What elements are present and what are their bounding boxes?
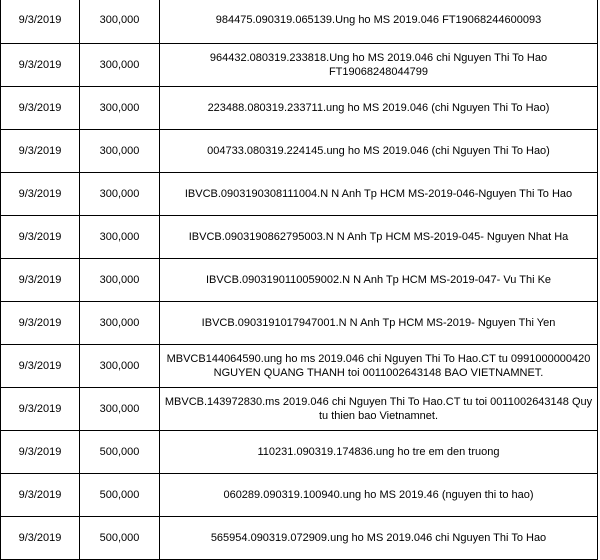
date-cell: 9/3/2019 <box>1 431 80 474</box>
table-row <box>1 130 598 173</box>
date-cell: 9/3/2019 <box>1 474 80 517</box>
description-cell: IBVCB.0903190110059002.N N Anh Tp HCM MS-2019-047- Vu Thi Ke <box>160 259 598 302</box>
description-cell: IBVCB.0903190308111004.N N Anh Tp HCM MS-2019-046-Nguyen Thi To Hao <box>160 173 598 216</box>
description-cell: 110231.090319.174836.ung ho tre em den truong <box>160 431 598 474</box>
date-cell: 9/3/2019 <box>1 216 80 259</box>
table-row <box>1 216 598 259</box>
description-cell: 984475.090319.065139.Ung ho MS 2019.046 FT19068244600093 <box>160 0 598 44</box>
amount-cell: 300,000 <box>80 44 160 87</box>
description-cell: 964432.080319.233818.Ung ho MS 2019.046 chi Nguyen Thi To Hao FT19068248044799 <box>160 44 598 87</box>
description-cell: MBVCB144064590.ung ho ms 2019.046 chi Nguyen Thi To Hao.CT tu 0991000000420 NGUYEN QUANG THANH toi 0011002643148 BAO VIETNAMNET. <box>160 345 598 388</box>
amount-cell: 300,000 <box>80 388 160 431</box>
amount-cell: 300,000 <box>80 216 160 259</box>
amount-cell: 300,000 <box>80 302 160 345</box>
date-cell: 9/3/2019 <box>1 0 80 44</box>
table-row <box>1 474 598 517</box>
amount-cell: 300,000 <box>80 259 160 302</box>
description-cell: 060289.090319.100940.ung ho MS 2019.46 (nguyen thi to hao) <box>160 474 598 517</box>
date-cell: 9/3/2019 <box>1 517 80 560</box>
table-row <box>1 517 598 560</box>
table-row <box>1 0 598 44</box>
table-row <box>1 87 598 130</box>
date-cell: 9/3/2019 <box>1 388 80 431</box>
date-cell: 9/3/2019 <box>1 87 80 130</box>
table-row <box>1 173 598 216</box>
date-cell: 9/3/2019 <box>1 130 80 173</box>
table-row <box>1 388 598 431</box>
description-cell: MBVCB.143972830.ms 2019.046 chi Nguyen Thi To Hao.CT tu toi 0011002643148 Quy tu thien bao Vietnamnet. <box>160 388 598 431</box>
amount-cell: 500,000 <box>80 431 160 474</box>
description-cell: IBVCB.0903191017947001.N N Anh Tp HCM MS-2019- Nguyen Thi Yen <box>160 302 598 345</box>
table-row <box>1 259 598 302</box>
amount-cell: 500,000 <box>80 474 160 517</box>
table-row <box>1 345 598 388</box>
table-row <box>1 44 598 87</box>
amount-cell: 300,000 <box>80 130 160 173</box>
table-row <box>1 431 598 474</box>
description-cell: 565954.090319.072909.ung ho MS 2019.046 chi Nguyen Thi To Hao <box>160 517 598 560</box>
date-cell: 9/3/2019 <box>1 173 80 216</box>
date-cell: 9/3/2019 <box>1 302 80 345</box>
table-row <box>1 302 598 345</box>
date-cell: 9/3/2019 <box>1 345 80 388</box>
amount-cell: 500,000 <box>80 517 160 560</box>
amount-cell: 300,000 <box>80 345 160 388</box>
description-cell: 004733.080319.224145.ung ho MS 2019.046 (chi Nguyen Thi To Hao) <box>160 130 598 173</box>
description-cell: 223488.080319.233711.ung ho MS 2019.046 (chi Nguyen Thi To Hao) <box>160 87 598 130</box>
description-cell: IBVCB.0903190862795003.N N Anh Tp HCM MS-2019-045- Nguyen Nhat Ha <box>160 216 598 259</box>
amount-cell: 300,000 <box>80 87 160 130</box>
date-cell: 9/3/2019 <box>1 259 80 302</box>
amount-cell: 300,000 <box>80 173 160 216</box>
date-cell: 9/3/2019 <box>1 44 80 87</box>
amount-cell: 300,000 <box>80 0 160 44</box>
